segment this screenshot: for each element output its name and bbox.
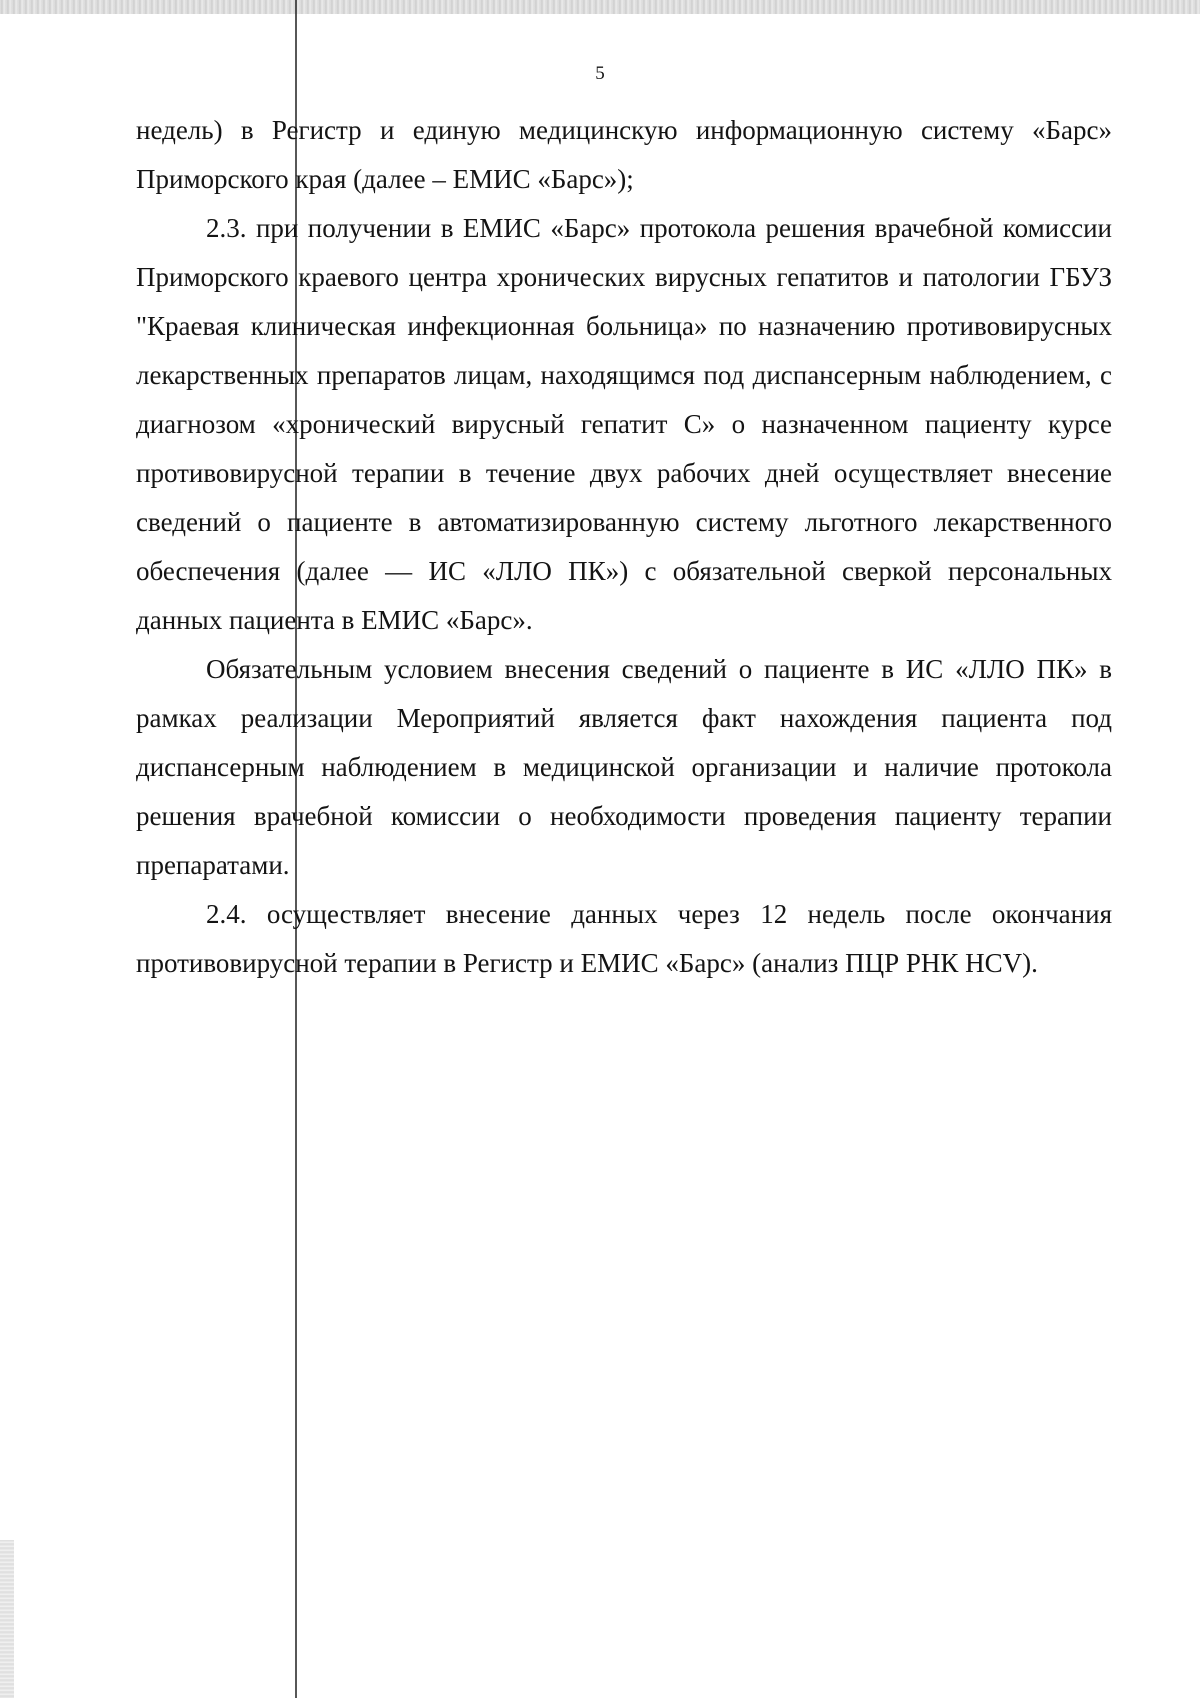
scan-left-edge — [0, 1540, 14, 1698]
scan-top-edge — [0, 0, 1200, 14]
body-text — [136, 106, 1112, 988]
page-number: 5 — [595, 63, 605, 84]
paragraph-2-4: 2.4. осуществляет внесение данных через 12 недель после окончания противовирусной терапии в Регистр и ЕМИС «Барс» (анализ ПЦР РНК HCV). — [136, 899, 1112, 978]
paragraph-mandatory-condition: Обязательным условием внесения сведений о пациенте в ИС «ЛЛО ПК» в рамках реализации Мероприятий является факт нахождения пациента под диспансерным наблюдением в медицинской организации и наличие протокола решения врачебной комиссии о необходимости проведения пациенту терапии препаратами. — [136, 654, 1112, 880]
paragraph-2-3: 2.3. при получении в ЕМИС «Барс» протокола решения врачебной комиссии Приморского краевого центра хронических вирусных гепатитов и патологии ГБУЗ "Краевая клиническая инфекционная больница» по назначению противовирусных лекарственных препаратов лицам, находящимся под диспансерным наблюдением, с диагнозом «хронический вирусный гепатит С» о назначенном пациенту курсе противовирусной терапии в течение двух рабочих дней осуществляет внесение сведений о пациенте в автоматизированную систему льготного лекарственного обеспечения (далее — ИС «ЛЛО ПК») с обязательной сверкой персональных данных пациента в ЕМИС «Барс». — [136, 213, 1112, 635]
paragraph-continuation: недель) в Регистр и единую медицинскую информационную систему «Барс» Приморского края (далее – ЕМИС «Барс»); — [136, 115, 1112, 194]
